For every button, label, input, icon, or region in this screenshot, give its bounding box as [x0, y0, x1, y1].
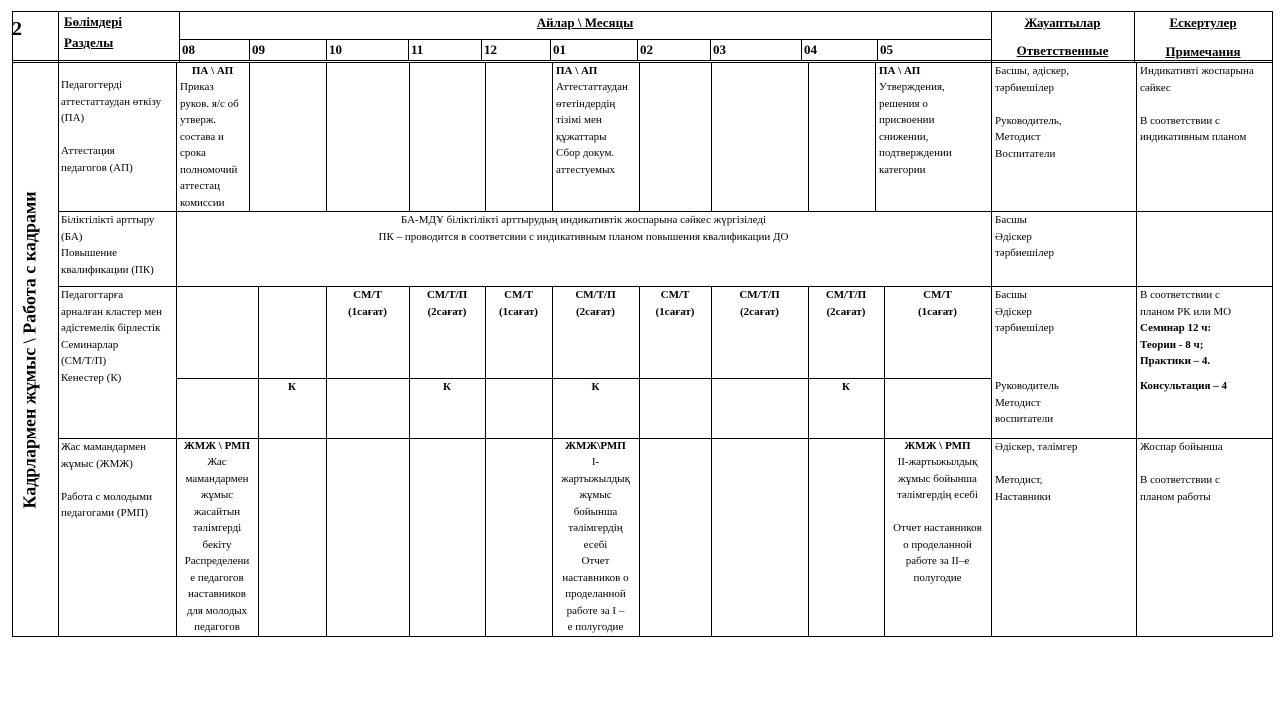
cell-text: Аттестаттаудан өтетіндердің тізімі мен құжаттары Сбор докум. аттестуемых	[556, 81, 628, 176]
side-title: Кадрлармен жұмыс \ Работа с кадрами	[19, 191, 40, 509]
qualification-span-ru: ПК – проводится в соответсвии с индикативным планом повышения квалификации ДО	[378, 231, 789, 243]
seminar-cell: СМ/Т/П (2сағат)	[575, 289, 616, 318]
cell-text: Утверждения, решения о присвоении снижении, подтверждении категории	[879, 81, 952, 176]
month-header: 02	[640, 42, 653, 57]
cell-text: Жас мамандармен жұмыс жасайтын тәлімгерді бекіту Распределени е педагогов наставников для молодых педагогов	[184, 456, 250, 633]
notes-cell-bold: Консультация – 4	[1140, 380, 1227, 392]
qualification-span-kz: БА-МДҰ біліктілікті арттырудың индикативтік жоспарына сәйкес жүргізіледі	[400, 214, 767, 226]
cell-heading: ЖМЖ \ РМП	[904, 440, 971, 452]
notes-header-kz: Ескертулер	[1169, 15, 1237, 30]
month-header: 04	[804, 42, 817, 57]
cell-heading: ПА \ АП	[556, 65, 598, 77]
month-header: 08	[182, 42, 195, 57]
month-header: 12	[484, 42, 497, 57]
month-header: 10	[329, 42, 342, 57]
page-number: 2	[12, 18, 22, 40]
sections-header-kz: Бөлімдері	[64, 14, 123, 29]
council-cell: К	[591, 381, 600, 393]
cell-text: І- жартыжылдық жұмыс бойынша тәлімгердің есебі Отчет наставников о проделанной работе за І – е полугодие	[561, 456, 630, 633]
month-header: 01	[553, 42, 566, 57]
cell-heading: ЖМЖ \ РМП	[183, 440, 251, 452]
section-cell: Педагогтарға арналған кластер мен әдістемелік бірлестік Семинарлар (СМ/Т/П) Кенестер (К)	[61, 289, 163, 384]
seminar-cell: СМ/Т/П (2сағат)	[739, 289, 780, 318]
month-header: 03	[713, 42, 726, 57]
months-title: Айлар \ Месяцы	[536, 15, 634, 30]
section-cell: Жас мамандармен жұмыс (ЖМЖ) Работа с молодыми педагогами (РМП)	[61, 441, 152, 519]
cell-heading: ЖМЖ\РМП	[565, 440, 626, 452]
cell-heading: ПА \ АП	[879, 65, 921, 77]
seminar-cell: СМ/Т/П (2сағат)	[825, 289, 867, 318]
council-cell: К	[288, 381, 296, 393]
responsible-cell: Басшы Әдіскер тәрбиешілер	[995, 214, 1054, 259]
sections-header-ru: Разделы	[64, 35, 114, 50]
month-header: 05	[880, 42, 893, 57]
seminar-cell: СМ/Т (1сағат)	[655, 289, 695, 318]
council-cell: К	[443, 381, 451, 393]
seminar-cell: СМ/Т (1сағат)	[918, 289, 957, 318]
responsible-cell: Басшы Әдіскер тәрбиешілер	[995, 289, 1054, 334]
cell-text: Приказ руков. я/с об утверж. состава и срока полномочий аттестац комиссии	[180, 81, 239, 209]
notes-header-ru: Примечания	[1165, 44, 1241, 59]
cell-heading: ПА \ АП	[191, 65, 234, 77]
seminar-cell: СМ/Т/П (2сағат)	[426, 289, 468, 318]
month-header: 11	[411, 42, 424, 57]
responsible-header-kz: Жауаптылар	[1024, 15, 1101, 30]
section-cell: Педагогтерді аттестаттаудан өткізу (ПА) Аттестация педагогов (АП)	[61, 79, 162, 174]
council-cell: К	[842, 381, 850, 393]
notes-cell: Индикативті жоспарына сәйкес В соответствии с индикативным планом	[1140, 65, 1254, 143]
cell-text: ІІ-жартыжылдық жұмыс бойынша тәлімгердің есебі Отчет наставников о проделанной работе за ІІ–е полугодие	[893, 456, 982, 584]
notes-cell-bold: Семинар 12 ч: Теории - 8 ч; Практики – 4.	[1140, 322, 1212, 367]
responsible-cell: Басшы, әдіскер, тәрбиешілер Руководитель, Методист Воспитатели	[995, 65, 1070, 160]
seminar-cell: СМ/Т (1сағат)	[348, 289, 387, 318]
seminar-cell: СМ/Т (1сағат)	[499, 289, 538, 318]
responsible-cell: Әдіскер, тәлімгер Методист, Наставники	[995, 441, 1078, 503]
month-header: 09	[252, 42, 265, 57]
notes-cell: В соответствии с планом РК или МО	[1140, 289, 1232, 318]
section-cell: Біліктілікті арттыру (БА) Повышение квалификации (ПК)	[61, 214, 155, 276]
notes-cell: Жоспар бойынша В соответствии с планом работы	[1140, 441, 1223, 503]
responsible-cell: Руководитель Методист воспитатели	[995, 380, 1059, 425]
responsible-header-ru: Ответственные	[1016, 43, 1109, 58]
